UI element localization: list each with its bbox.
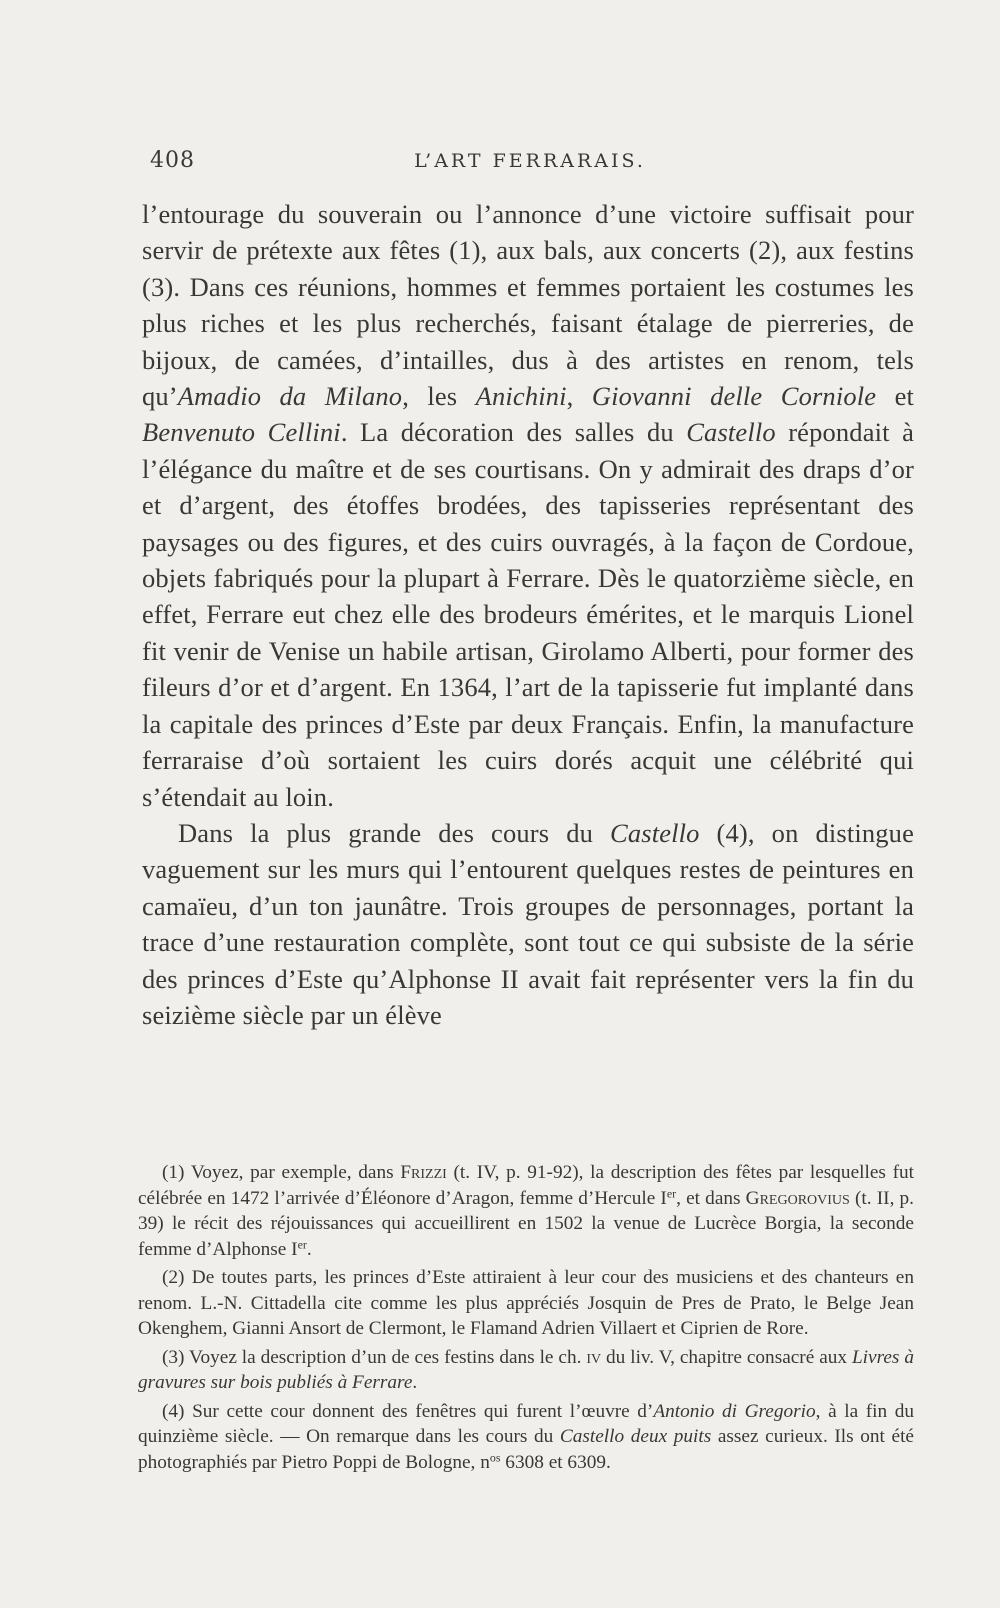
footnote-3 — [138, 1345, 914, 1396]
text-run: , à la fin du quinzième siècle. — On remarque dans les cours du — [138, 1400, 915, 1447]
author-name: Frizzi — [400, 1162, 447, 1183]
superscript: er — [297, 1236, 307, 1251]
running-title: L’ART FERRARAIS. — [414, 150, 646, 172]
italic-name: Antonio di Gregorio — [653, 1400, 816, 1422]
text-run: et — [876, 381, 915, 412]
italic-name: Castello — [610, 817, 700, 848]
text-run: (4), on distingue vaguement sur les murs qui l’entourent quelques restes de peintures en camaïeu, d’un ton jaunâtre. Trois groupes de personnages, portant la trace d’une restauration complète, sont tout ce qui subsiste de la série des princes d’Este qu’Alphonse II avait fait représenter vers la fin du seizième siècle par un élève — [142, 817, 914, 1030]
paragraph — [142, 815, 914, 1033]
italic-title: Livres à gravures sur bois publiés à Ferrare — [138, 1346, 914, 1393]
page-number: 408 — [150, 148, 195, 173]
text-run: (3) Voyez la description d’un de ces festins dans le ch. — [162, 1346, 587, 1368]
footnote-2: (2) De toutes parts, les princes d’Este attiraient à leur cour des musiciens et des chanteurs en renom. L.-N. Cittadella cite comme les plus appréciés Josquin de Pres de Prato, le Belge Jean Okenghem, Gianni Ansort de Clermont, le Flamand Adrien Villaert et Ciprien de Rore. — [138, 1267, 914, 1339]
text-run: , et dans — [676, 1187, 746, 1209]
italic-name: Giovanni delle Corniole — [591, 381, 877, 412]
italic-name: Castello deux puits — [559, 1426, 712, 1447]
superscript: er — [666, 1185, 677, 1200]
text-run: assez curieux. Ils ont été photographiés par Pietro Poppi de Bologne, n — [138, 1426, 914, 1473]
text-run: (t. IV, p. 91-92), la description des fêtes par lesquelles fut célébrée en 1472 l’arrivée d’Éléonore d’Aragon, femme d’Hercule I — [138, 1162, 915, 1209]
superscript: os — [489, 1449, 501, 1464]
italic-name: Anichini — [475, 381, 567, 412]
paragraph — [142, 196, 914, 815]
text-run: . La décoration des salles du — [340, 417, 687, 448]
text-run: Dans la plus grande des cours du — [178, 817, 610, 848]
text-run: répondait à l’élégance du maître et de ses courtisans. On y admirait des draps d’or et d’argent, des étoffes brodées, des tapisseries représentant des paysages ou des figures, et des cuirs ouvragés, à la façon de Cordoue, objets fabriqués pour la plupart à Ferrare. Dès le quatorzième siècle, en effet, Ferrare eut chez elle des brodeurs émérites, et le marquis Lionel fit venir de Venise un habile artisan, Girolamo Alberti, pour former des fileurs d’or et d’argent. En 1364, l’art de la tapisserie fut implanté dans la capitale des princes d’Este par deux Français. Enfin, la manufacture ferraraise d’où sortaient les cuirs dorés acquit une célébrité qui s’étendait au loin. — [142, 417, 914, 812]
main-text — [142, 196, 914, 1033]
text-run: (4) Sur cette cour donnent des fenêtres qui furent l’œuvre d’ — [162, 1400, 654, 1422]
text-run: l’entourage du souverain ou l’annonce d’une victoire suffisait pour servir de prétexte aux fêtes (1), aux bals, aux concerts (2), aux festins (3). Dans ces réunions, hommes et femmes portaient les costumes les plus riches et les plus recherchés, faisant étalage de pierreries, de bijoux, de camées, d’intailles, dus à des artistes en renom, tels qu’ — [142, 199, 914, 412]
text-run: (t. II, p. 39) le récit des réjouissances qui accueillirent en 1502 la venue de Lucrèce Borgia, la seconde femme d’Alphonse I — [138, 1187, 914, 1260]
italic-name: Benvenuto Cellini — [142, 417, 341, 448]
italic-name: Castello — [686, 417, 776, 448]
text-run: , les — [402, 381, 476, 412]
text-run: , — [566, 381, 592, 412]
footnotes — [138, 1160, 914, 1475]
page-header — [150, 148, 910, 180]
chapter-number: iv — [586, 1346, 602, 1368]
text-run: 6308 et 6309. — [500, 1451, 611, 1473]
footnote-1 — [138, 1160, 914, 1262]
author-name: Gregorovius — [745, 1187, 850, 1209]
text-run: . — [412, 1372, 418, 1393]
text-run: . — [306, 1238, 312, 1260]
footnote-4 — [138, 1399, 914, 1476]
text-run: (1) Voyez, par exemple, dans — [162, 1162, 401, 1183]
text-run: du liv. V, chapitre consacré aux — [601, 1346, 852, 1368]
italic-name: Amadio da Milano — [177, 381, 403, 412]
